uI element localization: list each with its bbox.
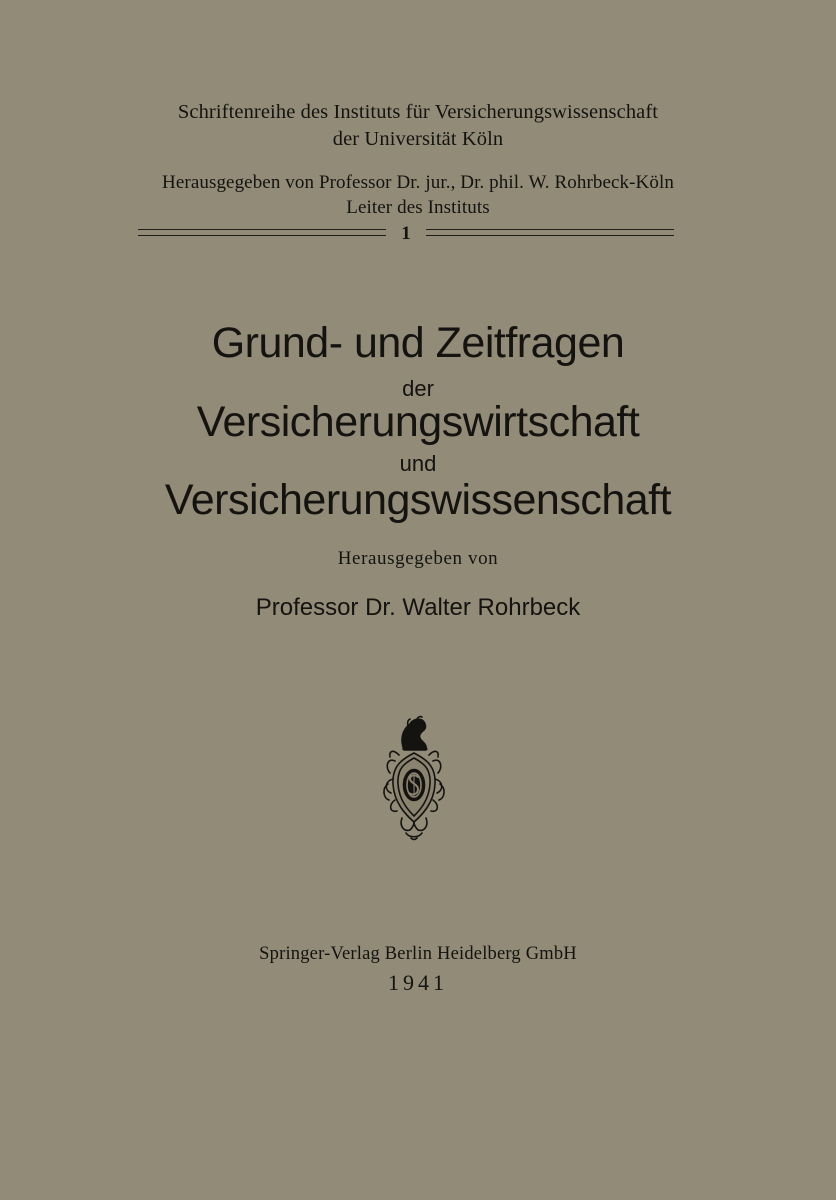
series-editor-role: Leiter des Instituts bbox=[346, 197, 490, 218]
springer-knight-mark-icon bbox=[378, 712, 450, 842]
series-university: der Universität Köln bbox=[332, 128, 504, 150]
main-title-line-1: Grund- und Zeitfragen bbox=[211, 319, 625, 367]
double-rule-right bbox=[426, 229, 674, 236]
edited-by-label: Herausgegeben von bbox=[337, 548, 499, 569]
publisher-name: Springer-Verlag Berlin Heidelberg GmbH bbox=[259, 944, 577, 964]
volume-number: 1 bbox=[401, 223, 411, 244]
series-title: Schriftenreihe des Instituts für Versicherungswissenschaft bbox=[177, 101, 659, 123]
volume-rule bbox=[138, 223, 674, 244]
publication-year: 1941 bbox=[388, 970, 448, 995]
main-title-line-4: und bbox=[399, 451, 437, 476]
main-title-line-3: Versicherungswirtschaft bbox=[196, 398, 640, 446]
main-title-line-5: Versicherungswissenschaft bbox=[164, 476, 672, 524]
editor-name: Professor Dr. Walter Rohrbeck bbox=[255, 594, 581, 621]
series-editor: Herausgegeben von Professor Dr. jur., Dr. phil. W. Rohrbeck-Köln bbox=[162, 172, 674, 193]
main-title-line-2: der bbox=[402, 376, 434, 401]
